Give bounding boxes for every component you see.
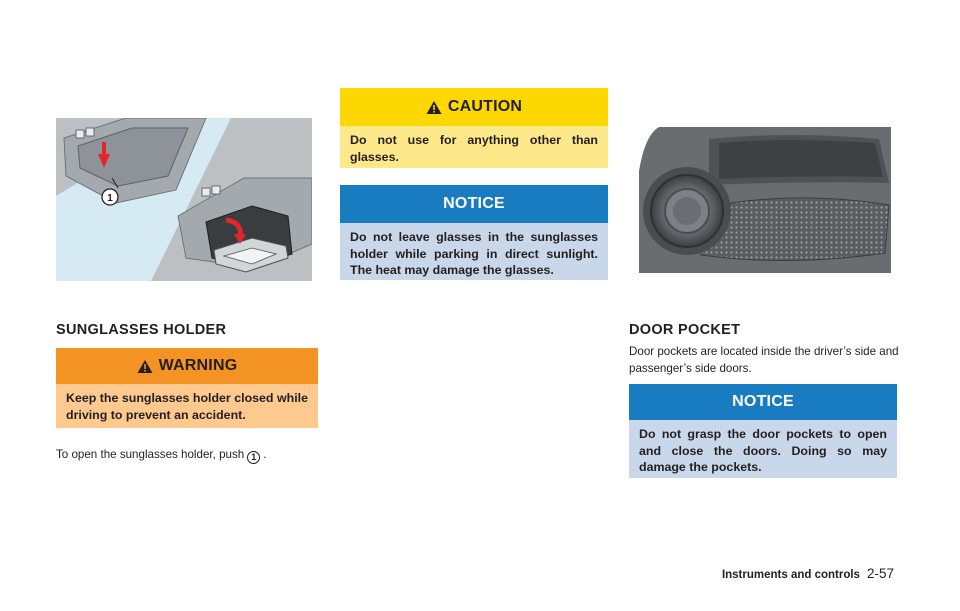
notice-door-title: NOTICE: [732, 393, 794, 410]
sunglasses-instruction: [56, 446, 266, 464]
door-pocket-illustration: [639, 125, 891, 273]
notice-sunglasses-title: NOTICE: [443, 195, 505, 212]
caution-text: Do not use for anything other than glasses.: [350, 133, 598, 164]
caution-title: CAUTION: [447, 98, 523, 115]
notice-door-box: [629, 384, 897, 478]
footer-page-number: 2-57: [866, 566, 894, 581]
caution-header: [340, 88, 608, 126]
notice-sunglasses-text: Do not leave glasses in the sunglasses holder while parking in direct sunlight. The heat may damage the glasses.: [350, 230, 598, 277]
sunglasses-holder-illustration: [56, 118, 312, 281]
notice-sunglasses-header: [340, 185, 608, 223]
footer-section: Instruments and controls: [721, 569, 860, 581]
warning-header: [56, 348, 318, 384]
warning-title: WARNING: [158, 357, 238, 374]
warning-box: [56, 348, 318, 428]
door-pocket-description: Door pockets are located inside the driver’s side and passenger’s side doors.: [629, 345, 899, 375]
sunglasses-instruction-end: .: [263, 448, 267, 461]
warning-triangle-icon: [137, 359, 153, 374]
sunglasses-holder-heading: SUNGLASSES HOLDER: [56, 322, 227, 338]
callout-1-label: 1: [107, 193, 113, 204]
door-pocket-heading: DOOR POCKET: [629, 322, 741, 338]
caution-box: [340, 88, 608, 168]
notice-door-text: Do not grasp the door pockets to open and close the doors. Doing so may damage the pockets.: [639, 427, 887, 474]
page-footer: [722, 566, 894, 581]
warning-triangle-icon: [426, 100, 442, 115]
notice-sunglasses-box: [340, 185, 608, 280]
callout-ref-1: 1: [247, 451, 260, 464]
warning-text: Keep the sunglasses holder closed while driving to prevent an accident.: [66, 391, 308, 422]
sunglasses-instruction-text: To open the sunglasses holder, push: [56, 448, 245, 461]
notice-door-header: [629, 384, 897, 420]
